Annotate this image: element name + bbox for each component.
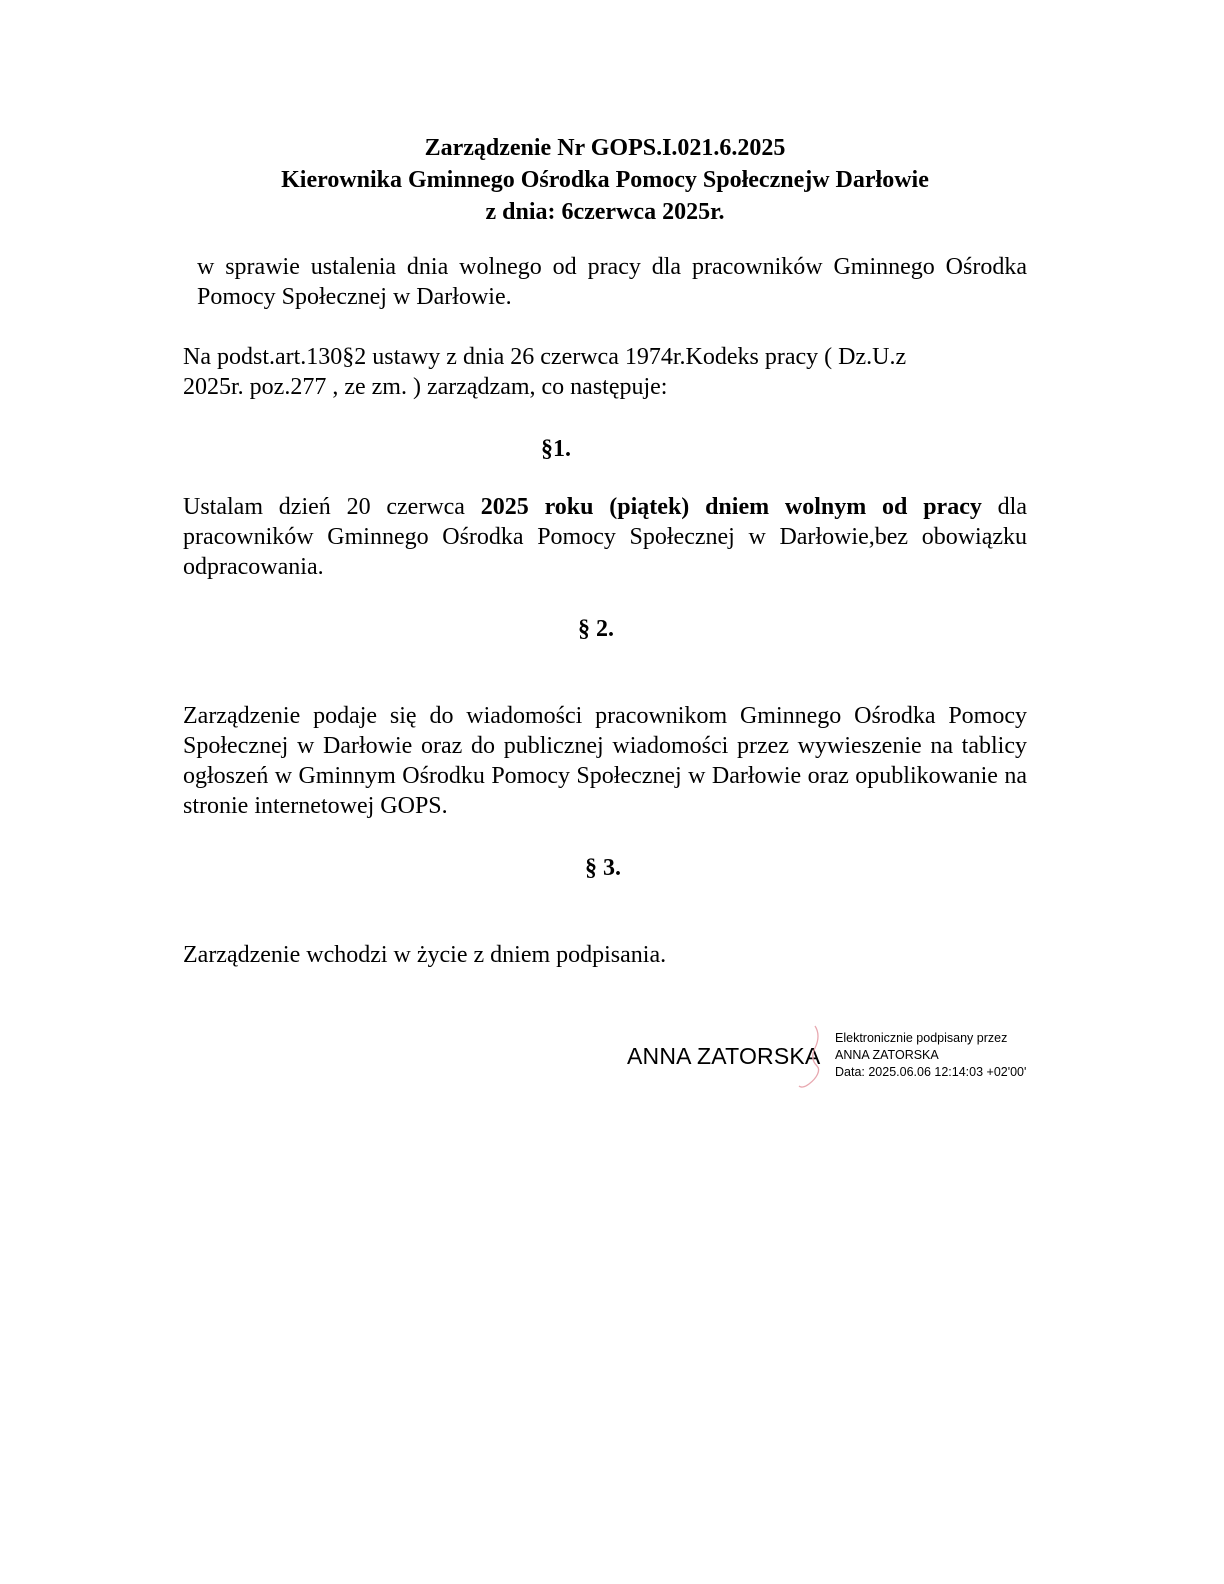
signature-info-line-1: Elektronicznie podpisany przez — [835, 1031, 1008, 1045]
ordinance-subject: w sprawie ustalenia dnia wolnego od pracy dla pracowników Gminnego Ośrodka Pomocy Społecznej w Darłowie. — [197, 254, 1027, 310]
signature-info-line-2: ANNA ZATORSKA — [835, 1048, 939, 1062]
section-1-text-start: Ustalam dzień 20 czerwca — [183, 494, 481, 520]
electronic-signature — [627, 1030, 1037, 1092]
legal-basis — [183, 342, 1003, 402]
signer-name: ANNA ZATORSKA — [627, 1043, 821, 1069]
section-1-text — [183, 492, 1027, 582]
section-3-heading: § 3. — [585, 855, 621, 881]
section-1-text-bold: 2025 roku (piątek) dniem wolnym od pracy — [480, 494, 982, 520]
issuing-authority: Kierownika Gminnego Ośrodka Pomocy Społecznejw Darłowie — [281, 167, 929, 193]
ordinance-number: Zarządzenie Nr GOPS.I.021.6.2025 — [424, 135, 786, 161]
signature-mark-icon — [795, 1024, 831, 1090]
legal-basis-line-2: 2025r. poz.277 , ze zm. ) zarządzam, co następuje: — [183, 374, 668, 400]
signature-info-line-3: Data: 2025.06.06 12:14:03 +02'00' — [835, 1065, 1027, 1079]
document-header — [150, 132, 1060, 228]
issue-date: z dnia: 6czerwca 2025r. — [485, 199, 725, 225]
legal-basis-line-1: Na podst.art.130§2 ustawy z dnia 26 czerwca 1974r.Kodeks pracy ( Dz.U.z — [183, 344, 907, 370]
signature-details — [835, 1030, 1026, 1081]
section-1-heading: §1. — [541, 436, 571, 462]
section-2-heading: § 2. — [578, 616, 614, 642]
section-2-text: Zarządzenie podaje się do wiadomości pracownikom Gminnego Ośrodka Pomocy Społecznej w Darłowie oraz do publicznej wiadomości przez wywieszenie na tablicy ogłoszeń w Gminnym Ośrodku Pomocy Społecznej w Darłowie oraz opublikowanie na stronie internetowej GOPS. — [183, 703, 1027, 819]
section-1-text-end: dla pracowników Gminnego Ośrodka Pomocy Społecznej w Darłowie,bez obowiązku odpracowania. — [183, 494, 1027, 580]
section-3-text: Zarządzenie wchodzi w życie z dniem podpisania. — [183, 942, 667, 968]
